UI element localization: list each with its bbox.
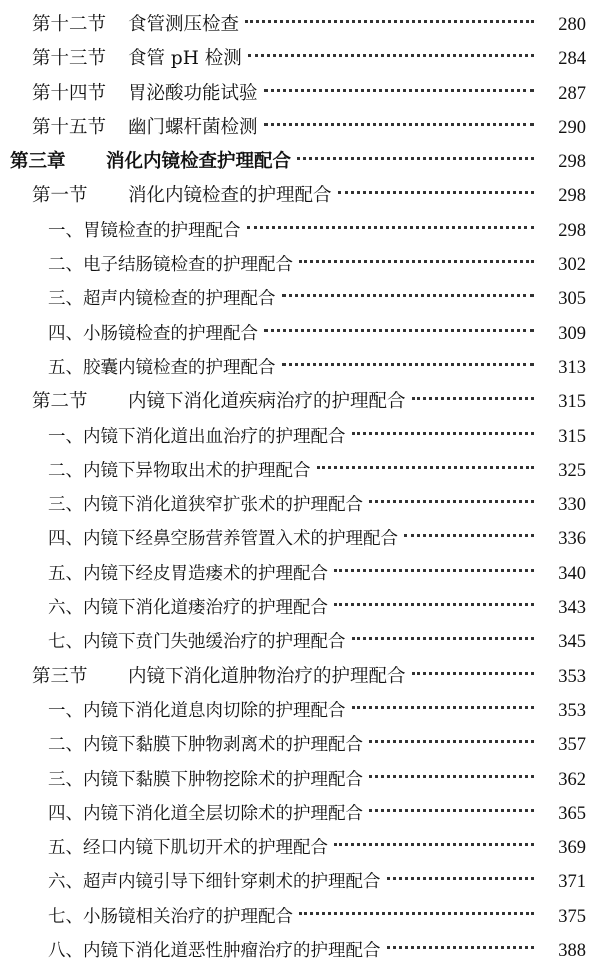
entry-number: 五、 bbox=[48, 357, 83, 378]
dot-leader bbox=[334, 843, 534, 846]
entry-page-number: 340 bbox=[558, 563, 586, 584]
toc-item-entry bbox=[0, 728, 600, 762]
entry-title: 内镜下消化道肿物治疗的护理配合 bbox=[128, 665, 406, 687]
entry-title: 内镜下消化道息肉切除的护理配合 bbox=[83, 700, 346, 721]
dot-leader bbox=[334, 569, 534, 572]
entry-title: 内镜下消化道出血治疗的护理配合 bbox=[83, 426, 346, 447]
toc-item-entry bbox=[0, 420, 600, 454]
entry-page-number: 325 bbox=[558, 460, 586, 481]
entry-number: 第十二节 bbox=[32, 14, 107, 35]
dot-leader bbox=[369, 775, 534, 778]
toc-section-entry bbox=[0, 77, 600, 111]
entry-number: 第二节 bbox=[32, 391, 88, 413]
entry-title: 食管 pH 检测 bbox=[128, 48, 242, 70]
dot-leader bbox=[282, 294, 535, 297]
entry-page-number: 280 bbox=[558, 15, 586, 35]
entry-title: 内镜下黏膜下肿物挖除术的护理配合 bbox=[83, 769, 363, 790]
toc-item-entry bbox=[0, 797, 600, 831]
entry-page-number: 388 bbox=[558, 941, 586, 962]
toc-item-entry bbox=[0, 625, 600, 659]
entry-number: 六、 bbox=[48, 872, 83, 893]
entry-page-number: 345 bbox=[558, 632, 586, 653]
entry-page-number: 375 bbox=[558, 906, 586, 927]
dot-leader bbox=[299, 912, 534, 915]
dot-leader bbox=[282, 363, 535, 366]
entry-page-number: 357 bbox=[558, 735, 586, 756]
entry-number: 第三章 bbox=[10, 151, 66, 173]
entry-number: 六、 bbox=[48, 598, 83, 619]
entry-title: 内镜下消化道全层切除术的护理配合 bbox=[83, 803, 363, 824]
entry-number: 四、 bbox=[48, 529, 83, 550]
toc-item-entry bbox=[0, 214, 600, 248]
entry-page-number: 298 bbox=[558, 152, 586, 173]
entry-number: 二、 bbox=[48, 255, 83, 276]
entry-title: 内镜下贲门失弛缓治疗的护理配合 bbox=[83, 632, 346, 653]
entry-title: 消化内镜检查护理配合 bbox=[106, 151, 292, 173]
toc-item-entry bbox=[0, 865, 600, 899]
entry-page-number: 284 bbox=[558, 49, 586, 70]
entry-title: 超声内镜检查的护理配合 bbox=[83, 289, 276, 310]
entry-number: 一、 bbox=[48, 426, 83, 447]
dot-leader bbox=[264, 329, 534, 332]
entry-page-number: 290 bbox=[558, 117, 586, 138]
dot-leader bbox=[352, 637, 535, 640]
dot-leader bbox=[264, 89, 534, 92]
dot-leader bbox=[412, 397, 534, 400]
entry-number: 七、 bbox=[48, 906, 83, 927]
entry-title: 内镜下消化道瘘治疗的护理配合 bbox=[83, 598, 328, 619]
entry-number: 四、 bbox=[48, 803, 83, 824]
entry-number: 一、 bbox=[48, 700, 83, 721]
entry-number: 四、 bbox=[48, 323, 83, 344]
toc-section-entry bbox=[0, 42, 600, 76]
toc-item-entry bbox=[0, 488, 600, 522]
entry-number: 二、 bbox=[48, 460, 83, 481]
toc-item-entry bbox=[0, 248, 600, 282]
toc-section-entry bbox=[0, 660, 600, 694]
entry-title: 内镜下经皮胃造瘘术的护理配合 bbox=[83, 563, 328, 584]
entry-number: 三、 bbox=[48, 769, 83, 790]
entry-number: 第一节 bbox=[32, 185, 88, 207]
entry-page-number: 369 bbox=[558, 838, 586, 859]
entry-number: 第十五节 bbox=[32, 116, 107, 138]
entry-page-number: 313 bbox=[558, 357, 586, 378]
entry-title: 内镜下黏膜下肿物剥离术的护理配合 bbox=[83, 735, 363, 756]
toc-item-entry bbox=[0, 900, 600, 934]
toc-item-entry bbox=[0, 454, 600, 488]
entry-title: 胶囊内镜检查的护理配合 bbox=[83, 357, 276, 378]
entry-page-number: 287 bbox=[558, 83, 586, 104]
toc-item-entry bbox=[0, 317, 600, 351]
dot-leader bbox=[352, 432, 535, 435]
toc-item-entry bbox=[0, 557, 600, 591]
toc-item-entry bbox=[0, 831, 600, 865]
toc-item-entry bbox=[0, 934, 600, 968]
toc-item-entry bbox=[0, 763, 600, 797]
entry-page-number: 315 bbox=[558, 392, 586, 413]
entry-number: 五、 bbox=[48, 563, 83, 584]
toc-item-entry bbox=[0, 694, 600, 728]
toc-section-entry bbox=[0, 385, 600, 419]
entry-number: 七、 bbox=[48, 632, 83, 653]
entry-page-number: 362 bbox=[558, 769, 586, 790]
entry-number: 三、 bbox=[48, 289, 83, 310]
entry-title: 内镜下消化道恶性肿瘤治疗的护理配合 bbox=[83, 941, 381, 962]
toc-item-entry bbox=[0, 351, 600, 385]
entry-title: 小肠镜检查的护理配合 bbox=[83, 323, 258, 344]
entry-number: 第三节 bbox=[32, 665, 88, 687]
dot-leader bbox=[338, 191, 534, 194]
dot-leader bbox=[369, 500, 534, 503]
entry-page-number: 298 bbox=[558, 220, 586, 241]
entry-page-number: 330 bbox=[558, 495, 586, 516]
entry-page-number: 309 bbox=[558, 323, 586, 344]
entry-title: 经口内镜下肌切开术的护理配合 bbox=[83, 838, 328, 859]
entry-number: 三、 bbox=[48, 495, 83, 516]
entry-number: 第十三节 bbox=[32, 48, 107, 70]
toc-item-entry bbox=[0, 591, 600, 625]
entry-title: 内镜下异物取出术的护理配合 bbox=[83, 460, 311, 481]
entry-number: 五、 bbox=[48, 838, 83, 859]
toc-item-entry bbox=[0, 522, 600, 556]
entry-title: 内镜下消化道疾病治疗的护理配合 bbox=[128, 391, 406, 413]
entry-title: 小肠镜相关治疗的护理配合 bbox=[83, 906, 293, 927]
entry-page-number: 353 bbox=[558, 700, 586, 721]
toc-section-entry bbox=[0, 8, 600, 42]
toc-section-entry bbox=[0, 179, 600, 213]
dot-leader bbox=[264, 123, 534, 126]
entry-page-number: 365 bbox=[558, 803, 586, 824]
entry-page-number: 305 bbox=[558, 289, 586, 310]
dot-leader bbox=[387, 946, 535, 949]
entry-title: 超声内镜引导下细针穿刺术的护理配合 bbox=[83, 872, 381, 893]
entry-page-number: 336 bbox=[558, 529, 586, 550]
entry-page-number: 302 bbox=[558, 255, 586, 276]
table-of-contents bbox=[0, 8, 600, 968]
entry-title: 胃泌酸功能试验 bbox=[128, 82, 258, 104]
dot-leader bbox=[369, 740, 534, 743]
dot-leader bbox=[247, 226, 535, 229]
entry-number: 八、 bbox=[48, 941, 83, 962]
dot-leader bbox=[297, 157, 534, 160]
toc-section-entry bbox=[0, 111, 600, 145]
dot-leader bbox=[299, 260, 534, 263]
dot-leader bbox=[412, 672, 534, 675]
entry-title: 内镜下消化道狭窄扩张术的护理配合 bbox=[83, 495, 363, 516]
entry-page-number: 343 bbox=[558, 598, 586, 619]
entry-number: 一、 bbox=[48, 220, 83, 241]
entry-title: 消化内镜检查的护理配合 bbox=[128, 185, 332, 207]
toc-item-entry bbox=[0, 282, 600, 316]
entry-page-number: 315 bbox=[558, 426, 586, 447]
dot-leader bbox=[334, 603, 534, 606]
entry-title: 幽门螺杆菌检测 bbox=[128, 116, 258, 138]
entry-page-number: 371 bbox=[558, 872, 586, 893]
entry-title: 食管测压检查 bbox=[128, 14, 240, 35]
entry-page-number: 298 bbox=[558, 186, 586, 207]
dot-leader bbox=[387, 877, 535, 880]
entry-title: 电子结肠镜检查的护理配合 bbox=[83, 255, 293, 276]
entry-number: 第十四节 bbox=[32, 82, 107, 104]
entry-number: 二、 bbox=[48, 735, 83, 756]
dot-leader bbox=[352, 706, 535, 709]
toc-chapter-entry bbox=[0, 145, 600, 179]
dot-leader bbox=[404, 534, 534, 537]
dot-leader bbox=[248, 54, 534, 57]
entry-page-number: 353 bbox=[558, 666, 586, 687]
dot-leader bbox=[317, 466, 535, 469]
dot-leader bbox=[369, 809, 534, 812]
entry-title: 内镜下经鼻空肠营养管置入术的护理配合 bbox=[83, 529, 398, 550]
entry-title: 胃镜检查的护理配合 bbox=[83, 220, 241, 241]
dot-leader bbox=[245, 20, 534, 23]
